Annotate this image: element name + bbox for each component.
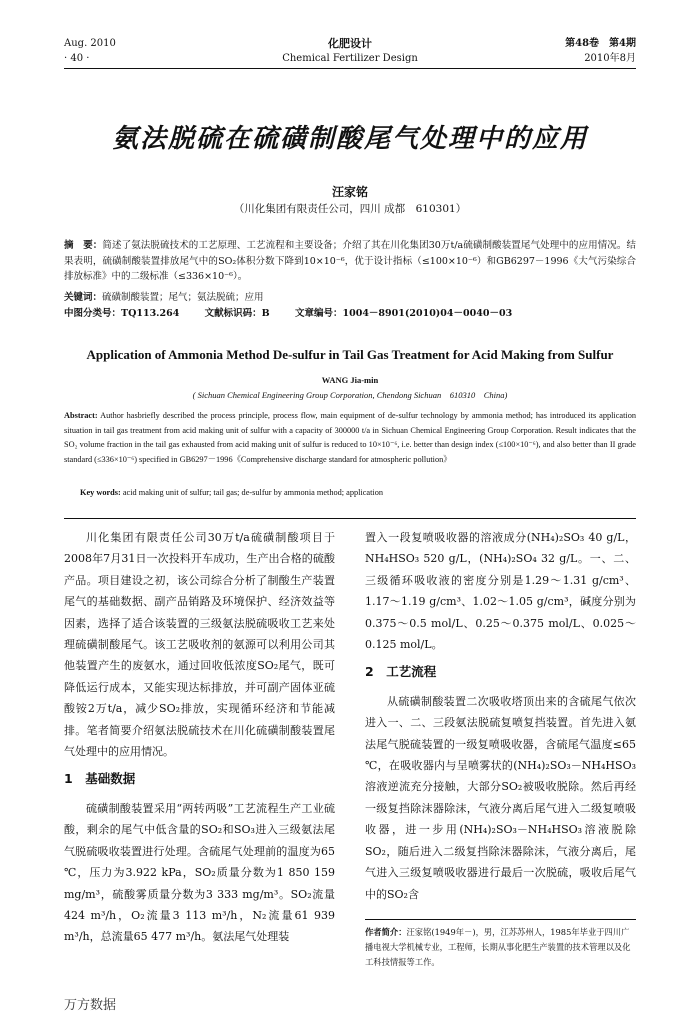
article-number: 文章编号：1004－8901(2010)04－0040－03 bbox=[294, 308, 513, 319]
footnote-label: 作者简介： bbox=[365, 927, 407, 937]
intro-paragraph: 川化集团有限责任公司30万t/a硫磺制酸项目于2008年7月31日一次投料开车成功，生产出合格的硫酸产品。项目建设之初，该公司综合分析了制酸生产装置尾气的基础数据、副产品销路及环境保护、经济效益等因素，选择了适合该装置的三级氨法脱硫吸收工艺来处理硫磺制酸尾气。该工艺吸收剂的氨源可以利用公司其他装置产生的废氨水，通过回收低浓度SO₂尾气，既可降低运行成本，又能实现达标排放，并可副产固体亚硫酸铵2万t/a，减少SO₂排放，实现循环经济和节能减排。笔者简要介绍氨法脱硫技术在川化硫磺制酸装置尾气处理中的应用情况。 bbox=[64, 531, 335, 759]
journal-title-zh: 化肥设计 bbox=[328, 37, 372, 50]
affiliation-en: ( Sichuan Chemical Engineering Group Corporation, Chendong Sichuan 610310 China) bbox=[192, 390, 508, 400]
volume-issue: 第48卷 第4期 bbox=[565, 38, 636, 49]
abstract-rule bbox=[64, 518, 636, 519]
section-2-paragraph: 从硫磺制酸装置二次吸收塔顶出来的含硫尾气依次进入一、二、三段氨法脱硫复喷复挡装置。首先进入氨法尾气脱硫装置的一级复喷吸收器，含硫尾气温度≤65 ℃，在吸收器内与呈喷雾状的(NH₄)₂SO₃－NH₄HSO₃溶液逆流充分接触，大部分SO₂被吸收脱除。然后再经一级复挡除沫器除沫，气液分离后尾气进入二级复喷吸收器，进一步用(NH₄)₂SO₃－NH₄HSO₃溶液脱除SO₂，随后进入二级复挡除沫器除沫，气液分离后，尾气进入三级复喷吸收器进行最后一次脱硫，吸收后尾气中的SO₂含 bbox=[365, 694, 636, 901]
header-rule bbox=[64, 68, 636, 69]
header-left bbox=[64, 36, 116, 66]
watermark: 万方数据 bbox=[64, 998, 117, 1013]
section-heading-1: 1 基础数据 bbox=[64, 771, 136, 787]
section-heading-2: 2 工艺流程 bbox=[365, 664, 437, 680]
body-column-left bbox=[64, 527, 335, 948]
keywords-text-zh: 硫磺制酸装置；尾气；氨法脱硫；应用 bbox=[102, 292, 264, 303]
section-1-paragraph: 硫磺制酸装置采用“两转两吸”工艺流程生产工业硫酸，剩余的尾气中低含量的SO₂和SO₃进入三级氨法尾气脱硫吸收装置进行处理。含硫尾气处理前的温度为65 ℃，压力为3.922 kPa，SO₂质量分数为1 850 159 mg/m³，硫酸雾质量分数为3 333 mg/m³。SO₂流量424 m³/h，O₂流量3 113 m³/h，N₂流量61 939 m³/h，总流量65 477 m³/h。氨法尾气处理装 bbox=[64, 801, 335, 944]
article-title-en: Application of Ammonia Method De-sulfur in Tail Gas Treatment for Acid Making from Sulfur bbox=[86, 347, 614, 362]
body-column-right bbox=[365, 527, 636, 905]
abstract-en bbox=[64, 409, 636, 468]
keywords-label-zh: 关键词： bbox=[64, 292, 103, 303]
classification-line bbox=[64, 307, 636, 321]
issue-date-zh: 2010年8月 bbox=[584, 53, 636, 64]
abstract-text-zh: 简述了氨法脱硫技术的工艺原理、工艺流程和主要设备；介绍了其在川化集团30万t/a硫磺制酸装置尾气处理中的应用情况。结果表明，硫磺制酸装置排放尾气中的SO₂体积分数下降到10×10⁻⁶，优于设计指标（≤100×10⁻⁶）和GB6297－1996《大气污染综合排放标准》中的二级标准（≤336×10⁻⁶）。 bbox=[64, 240, 636, 282]
journal-title-en: Chemical Fertilizer Design bbox=[282, 53, 418, 64]
abstract-zh bbox=[64, 238, 636, 285]
header-right bbox=[565, 36, 636, 66]
affiliation-zh: （川化集团有限责任公司，四川 成都 610301） bbox=[233, 203, 467, 215]
footnote-rule bbox=[365, 919, 636, 920]
section-1-paragraph-continued: 置入一段复喷吸收器的溶液成分(NH₄)₂SO₃ 40 g/L，NH₄HSO₃ 520 g/L，(NH₄)₂SO₄ 32 g/L。一、二、三级循环吸收液的密度分别是1.29～1.31 g/cm³、1.17～1.19 g/cm³、1.02～1.05 g/cm³，碱度分别为0.375～0.5 mol/L、0.25～0.375 mol/L、0.025～0.125 mol/L。 bbox=[365, 531, 636, 652]
author-footnote bbox=[365, 925, 636, 970]
article-title-zh: 氨法脱硫在硫磺制酸尾气处理中的应用 bbox=[111, 124, 588, 154]
keywords-zh bbox=[64, 291, 636, 305]
abstract-label-zh: 摘 要： bbox=[64, 240, 103, 251]
document-code: 文献标识码：B bbox=[204, 308, 270, 319]
author-en: WANG Jia-min bbox=[321, 375, 379, 385]
issue-date-en: Aug. 2010 bbox=[64, 38, 116, 49]
keywords-en bbox=[80, 486, 636, 500]
footnote-text: 汪家铭(1949年－)，男，江苏苏州人，1985年毕业于四川广播电视大学机械专业，工程师，长期从事化肥生产装置的技术管理以及化工科技情报等工作。 bbox=[365, 927, 631, 967]
keywords-text-en: acid making unit of sulfur; tail gas; de-sulfur by ammonia method; application bbox=[122, 488, 384, 497]
header-center bbox=[220, 36, 480, 66]
clc-number: 中图分类号：TQ113.264 bbox=[64, 308, 180, 319]
abstract-text-en: Author hasbriefly described the process principle, process flow, main equipment of de-sulfur technology by ammonia method; has introduced its application situation in tail gas treatment from acid making unit of sulfur with a capacity of 300000 t/a in Sichuan Chemical Engineering Group Corporation. Result indicates that the SO₂ volume fraction in the tail gas exhausted from acid making unit of sulfur is reduced to 10×10⁻⁶, i.e. better than design index (≤100×10⁻⁶), and also better than II grade standard (≤336×10⁻⁶) specified in GB6297－1996《Comprehensive discharge standard for atmospheric pollution》 bbox=[64, 411, 636, 465]
page-number: · 40 · bbox=[64, 53, 90, 64]
abstract-label-en: Abstract: bbox=[64, 411, 98, 420]
keywords-label-en: Key words: bbox=[80, 488, 121, 497]
author-zh: 汪家铭 bbox=[331, 185, 368, 199]
